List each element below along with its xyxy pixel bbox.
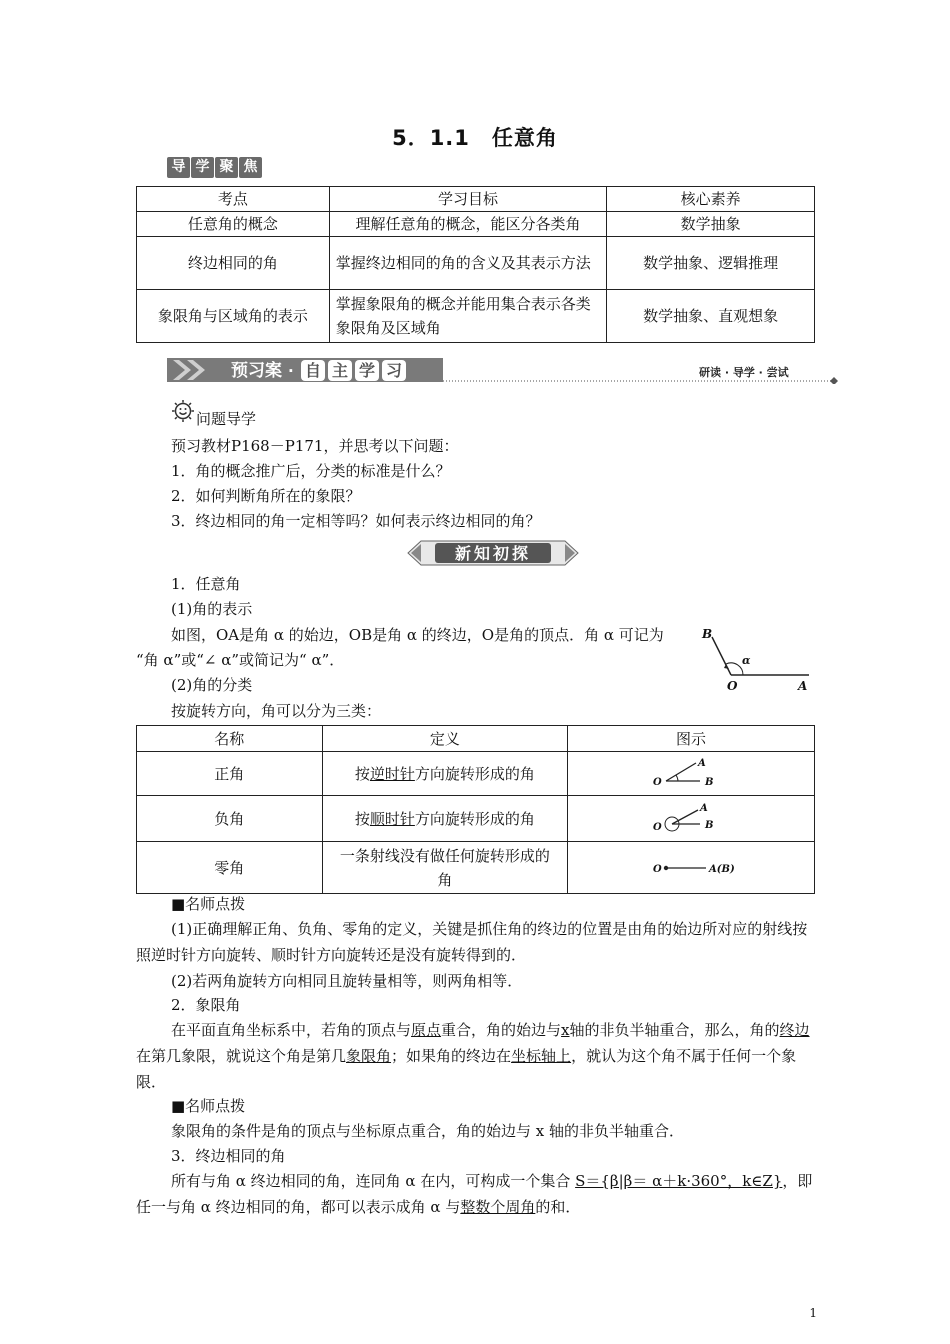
text-run: 在平面直角坐标系中，若角的顶点与 [171,1021,412,1039]
page-number: 1 [809,1306,817,1320]
table-cell [322,796,568,842]
tip-paragraph: 象限角的条件是角的顶点与坐标原点重合，角的始边与 x 轴的非负半轴重合． [171,1122,684,1140]
table-cell: 任意角的概念 [137,212,330,237]
table-row [137,752,815,796]
guide-heading: 问题导学 [196,410,257,428]
text-run: 的和． [535,1198,581,1216]
underlined-term: 原点 [411,1021,442,1039]
table-header: 考点 [137,187,330,212]
banner-label: 预习案 [231,361,282,381]
guide-question: 3．终边相同的角一定相等吗？如何表示终边相同的角？ [171,512,541,530]
subsection-heading: (1)角的表示 [171,600,253,618]
label-a: A [700,802,708,814]
badge-char: 学 [191,157,214,178]
badge-char: 焦 [239,157,262,178]
def-text: 一条射线没有做任何旋转形成的角 [339,846,550,889]
subsection-heading: (2)角的分类 [171,676,253,694]
banner-box-char: 主 [331,361,349,380]
label-alpha: α [742,654,751,667]
coterminal-paragraph [136,1168,815,1220]
paragraph-line: 如图，OA是角 α 的始边，OB是角 α 的终边，O是角的顶点．角 α 可记为 [171,626,664,644]
label-a: A [798,679,808,692]
table-header: 核心素养 [607,187,815,212]
table-cell: 终边相同的角 [137,237,330,290]
table-cell: 数学抽象、直观想象 [607,290,815,343]
table-header: 定义 [322,726,568,752]
table-row [137,212,815,237]
table-row [137,726,815,752]
table-cell: 正角 [137,752,323,796]
table-cell: 零角 [137,842,323,894]
badge-char: 聚 [215,157,238,178]
angle-types-table [136,725,815,894]
table-header: 名称 [137,726,323,752]
quadrant-paragraph [136,1017,815,1095]
underlined-term: 整数个周角 [460,1198,536,1216]
section-heading: 2．象限角 [171,996,241,1014]
table-cell [322,842,568,894]
underlined-term: 坐标轴上 [511,1047,572,1065]
text-run: 重合，角的始边与 [441,1021,562,1039]
label-b: B [705,776,714,788]
zero-angle-figure [650,856,750,880]
text-run: 所有与角 α 终边相同的角，连同角 α 在内，可构成一个集合 [171,1172,576,1190]
guide-intro: 预习教材P168－P171，并思考以下问题： [171,437,459,455]
table-cell: 象限角与区域角的表示 [137,290,330,343]
table-row [137,796,815,842]
angle-figure [700,624,815,692]
tip-paragraph: (2)若两角旋转方向相同且旋转量相等，则两角相等． [171,972,523,990]
label-a: A [698,757,706,769]
new-knowledge-badge [407,540,579,566]
def-text: 按 [354,764,370,783]
tip-heading: ■名师点拨 [171,1097,246,1115]
table-header: 图示 [568,726,815,752]
text-run: ，即任一与角 α 终边相同的角，都可以表示成角 α 与 [136,1172,813,1216]
smiley-sun-icon [171,399,195,423]
banner-box-char: 习 [385,361,403,380]
guide-question: 2．如何判断角所在的象限？ [171,487,361,505]
positive-angle-figure [650,755,730,793]
def-text: 按 [354,809,370,828]
new-badge-text: 新知初探 [454,544,532,563]
banner-box-char: 学 [358,361,376,380]
table-row [137,842,815,894]
text-run: 在第几象限，就说这个角是第几 [136,1047,347,1065]
table-cell: 掌握终边相同的角的含义及其表示方法 [329,237,607,290]
negative-angle-figure [650,800,730,838]
label-b: B [705,819,714,831]
table-cell [322,752,568,796]
table-cell: 掌握象限角的概念并能用集合表示各类象限角及区域角 [329,290,607,343]
text-run: ；如果角的终边在 [391,1047,512,1065]
table-row [137,237,815,290]
label-o: O [727,679,738,692]
diamond-icon [830,377,838,384]
table-cell: 理解任意角的概念，能区分各类角 [329,212,607,237]
guide-question: 1．角的概念推广后，分类的标准是什么？ [171,462,451,480]
text-run: ，就认为这个角不属于任何一个象限． [136,1047,797,1091]
label-b: B [702,627,713,641]
section-badge-daoxue [167,157,262,178]
table-cell: 数学抽象、逻辑推理 [607,237,815,290]
label-o: O [653,863,662,875]
banner-dot: · [288,362,294,380]
table-cell: 数学抽象 [607,212,815,237]
label-o: O [653,776,662,788]
underlined-term: 终边 [779,1021,810,1039]
table-row [137,187,815,212]
set-expression: S＝{β|β＝ α＋k·360°，k∈Z} [575,1172,783,1190]
def-text: 方向旋转形成的角 [414,764,535,783]
tip-paragraph: (1)正确理解正角、负角、零角的定义，关键是抓住角的终边的位置是由角的始边所对应的射线按照逆时针方向旋转、顺时针方向旋转还是没有旋转得到的． [136,920,808,964]
underlined-term: 象限角 [346,1047,392,1065]
label-o: O [653,821,662,833]
text-run: 轴的非负半轴重合，那么，角的 [569,1021,780,1039]
page-title: 5．1.1 任意角 [392,126,558,150]
section-banner-yuxi [167,356,840,384]
label-ab: A(B) [709,863,735,875]
table-row [137,290,815,343]
table-cell: 负角 [137,796,323,842]
table-cell [568,842,815,894]
section-heading: 1．任意角 [171,575,241,593]
def-underlined: 逆时针 [369,764,415,783]
ray-ob [712,637,731,675]
section-heading: 3．终边相同的角 [171,1147,286,1165]
table-cell [568,796,815,842]
paragraph-line: 按旋转方向，角可以分为三类： [171,702,382,720]
paragraph-line: “角 α”或“∠ α”或简记为“ α”． [136,651,345,669]
goals-table [136,186,815,343]
banner-right-text: 研读 · 导学 · 尝试 [699,366,789,379]
def-text: 方向旋转形成的角 [414,809,535,828]
badge-char: 导 [167,157,190,178]
banner-box-char: 自 [304,361,322,380]
tip-heading: ■名师点拨 [171,895,246,913]
def-underlined: 顺时针 [369,809,415,828]
table-header: 学习目标 [329,187,607,212]
table-cell [568,752,815,796]
underlined-term: x [561,1021,570,1039]
